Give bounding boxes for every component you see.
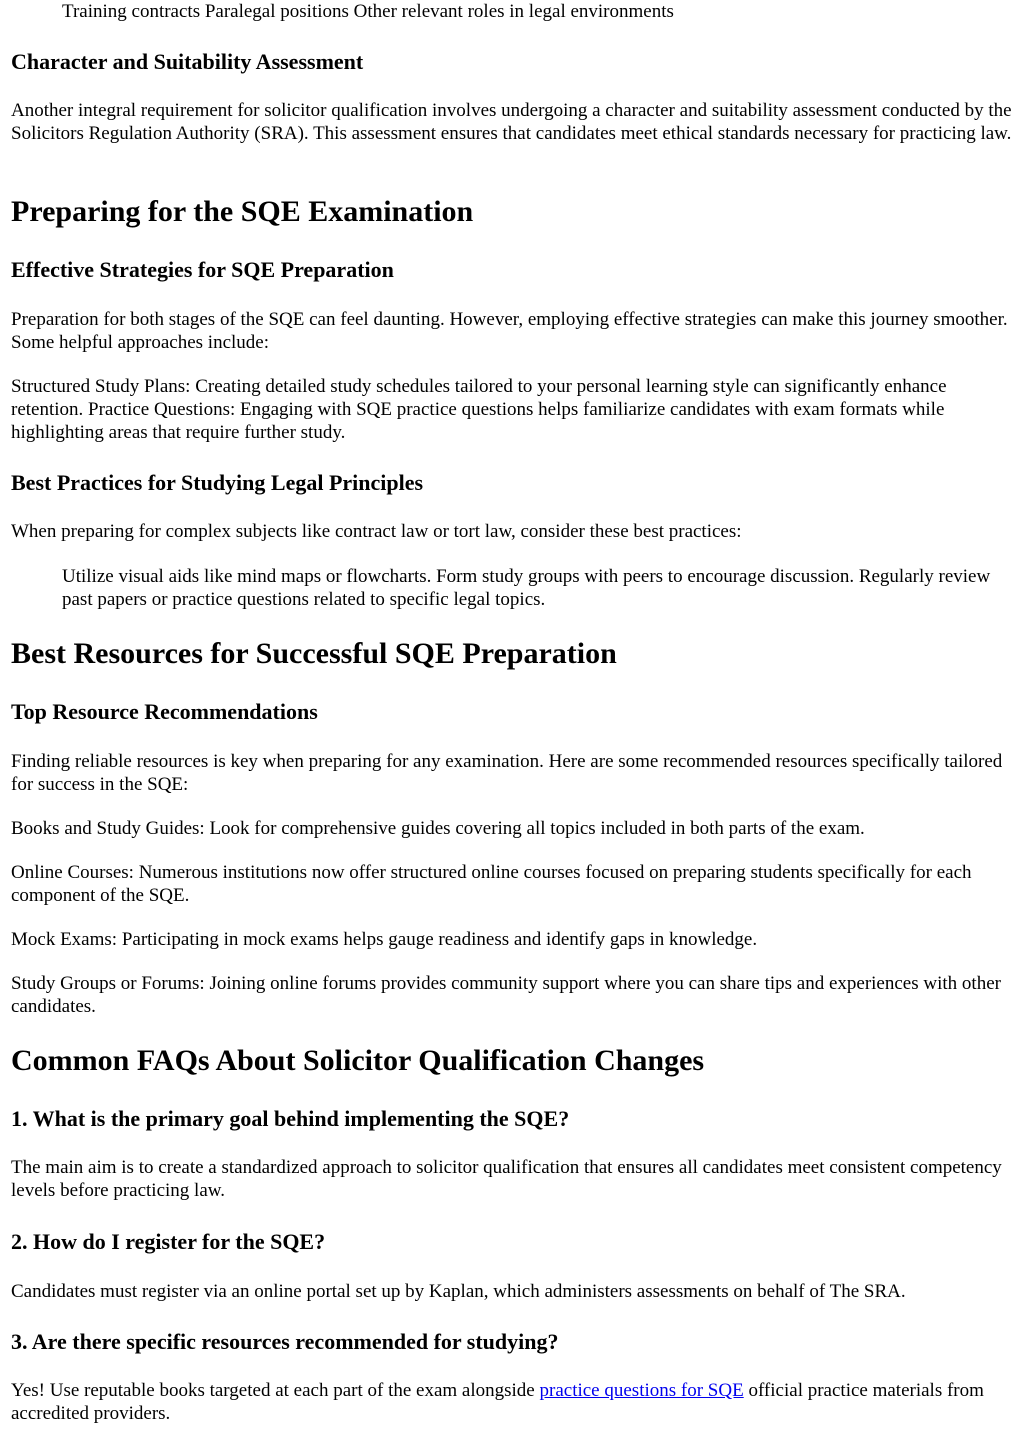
practice-questions-link[interactable]: practice questions for SQE — [539, 1380, 744, 1401]
faq3-question: 3. Are there specific resources recommended for studying? — [11, 1329, 559, 1354]
resources-intro: Finding reliable resources is key when preparing for any examination. Here are some recommended resources specifically tailored for success in the SQE: — [11, 751, 1003, 795]
character-heading: Character and Suitability Assessment — [11, 49, 364, 74]
top-resources-heading: Top Resource Recommendations — [11, 699, 318, 724]
training-list: Training contracts Paralegal positions Other relevant roles in legal environments — [62, 1, 674, 22]
resource-groups: Study Groups or Forums: Joining online forums provides community support where you can share tips and experiences with other candidates. — [11, 973, 1001, 1017]
faq1-question: 1. What is the primary goal behind implementing the SQE? — [11, 1106, 570, 1131]
best-practices-heading: Best Practices for Studying Legal Principles — [11, 470, 424, 495]
strategies-intro: Preparation for both stages of the SQE can feel daunting. However, employing effective strategies can make this journey smoother. Some helpful approaches include: — [11, 309, 1008, 353]
faq3-answer — [11, 1379, 1012, 1425]
faq2-question: 2. How do I register for the SQE? — [11, 1229, 326, 1254]
resource-mock: Mock Exams: Participating in mock exams helps gauge readiness and identify gaps in knowledge. — [11, 929, 758, 950]
best-practices-list: Utilize visual aids like mind maps or flowcharts. Form study groups with peers to encourage discussion. Regularly review past papers or practice questions related to specific legal topics. — [62, 566, 991, 610]
character-paragraph: Another integral requirement for solicitor qualification involves undergoing a character and suitability assessment conducted by the Solicitors Regulation Authority (SRA). This assessment ensures that candidates meet ethical standards necessary for practicing law. — [11, 100, 1012, 144]
strategies-heading: Effective Strategies for SQE Preparation — [11, 257, 394, 282]
resource-books: Books and Study Guides: Look for comprehensive guides covering all topics included in both parts of the exam. — [11, 818, 865, 839]
preparing-heading: Preparing for the SQE Examination — [11, 195, 474, 228]
faq3-answer-before: Yes! Use reputable books targeted at each part of the exam alongside — [11, 1380, 540, 1401]
resources-heading: Best Resources for Successful SQE Preparation — [11, 637, 617, 670]
best-practices-intro: When preparing for complex subjects like contract law or tort law, consider these best practices: — [11, 521, 742, 542]
faq3-answer-after: official practice materials from accredited providers. — [11, 1380, 984, 1424]
resource-online: Online Courses: Numerous institutions now offer structured online courses focused on preparing students specifically for each component of the SQE. — [11, 862, 972, 906]
faq1-answer: The main aim is to create a standardized approach to solicitor qualification that ensures all candidates meet consistent competency levels before practicing law. — [11, 1157, 1002, 1201]
strategies-list: Structured Study Plans: Creating detailed study schedules tailored to your personal learning style can significantly enhance retention. Practice Questions: Engaging with SQE practice questions helps familiarize candidates with exam formats while highlighting areas that require further study. — [11, 376, 947, 443]
faq-heading: Common FAQs About Solicitor Qualification Changes — [11, 1044, 705, 1077]
faq2-answer: Candidates must register via an online portal set up by Kaplan, which administers assessments on behalf of The SRA. — [11, 1281, 906, 1302]
